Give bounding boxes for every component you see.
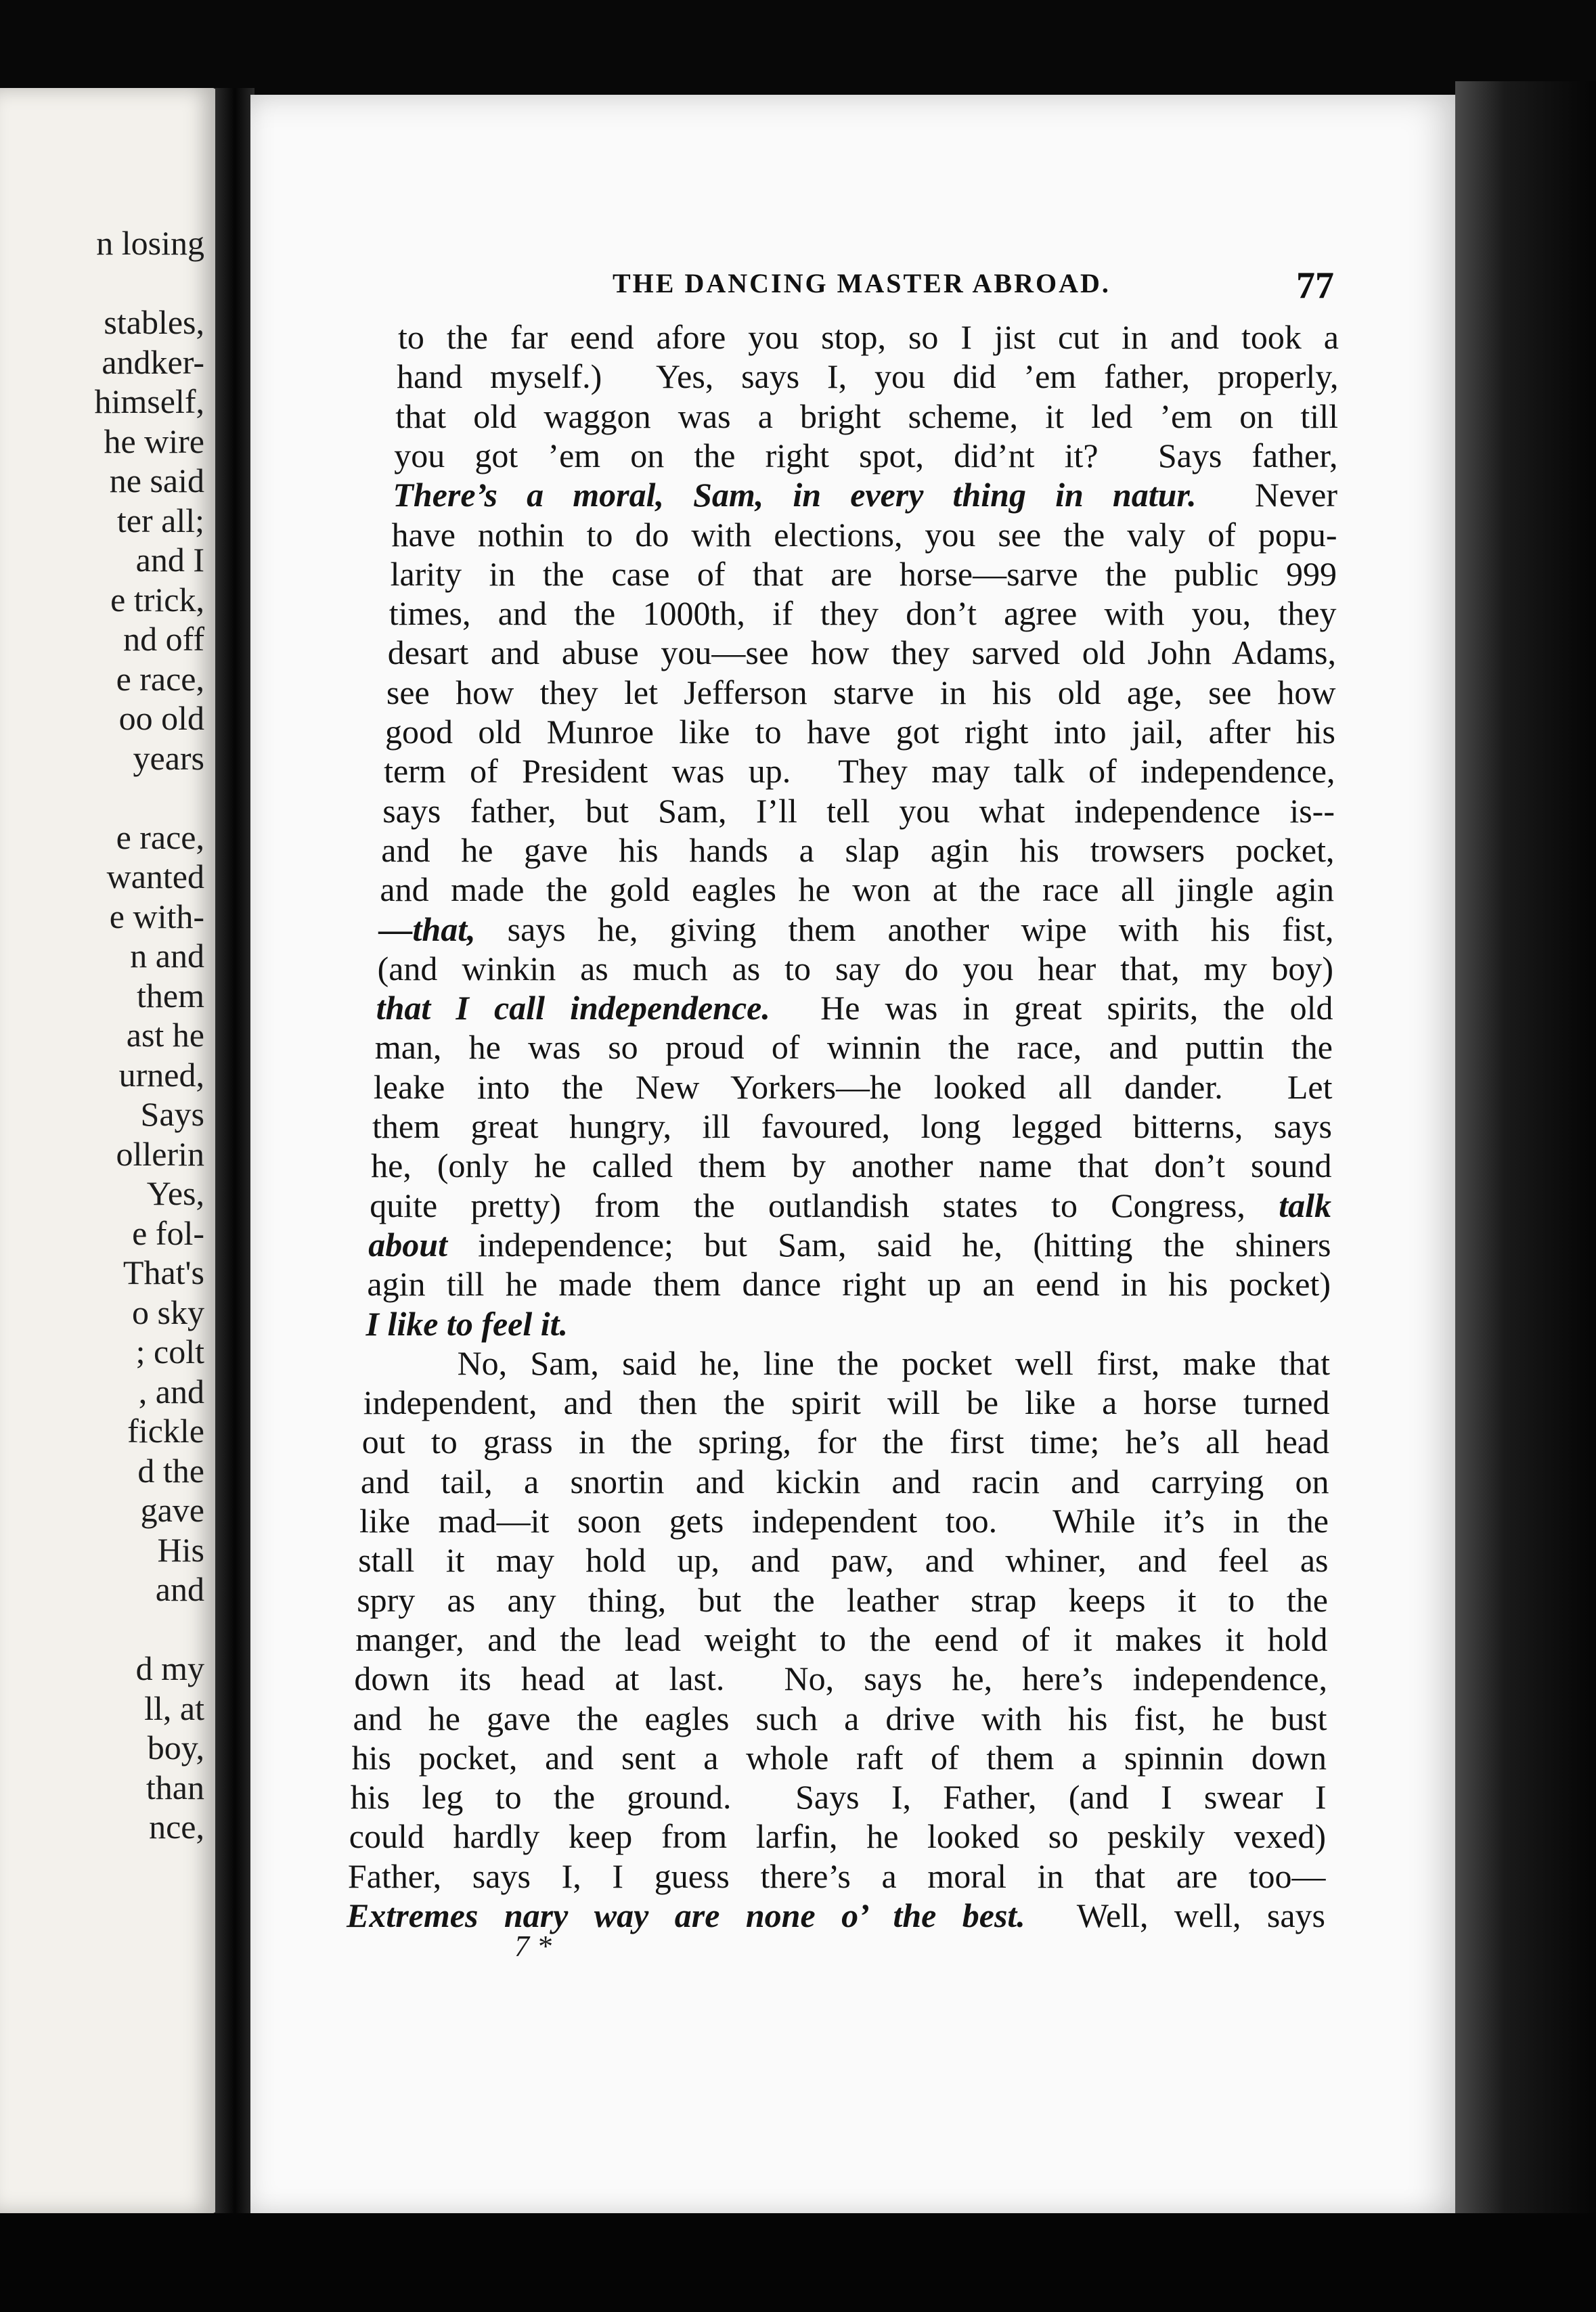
text-span: term of President was up. They may talk of independence, (384, 752, 1335, 791)
scan-border (0, 2213, 1596, 2312)
italic-text: that I call independence. (376, 989, 770, 1027)
text-line (368, 1226, 1331, 1264)
text-line (347, 1896, 1325, 1934)
left-page-line: ; colt (135, 1333, 204, 1371)
left-page-line: stables, (104, 303, 204, 341)
left-page-line: Yes, (146, 1174, 204, 1212)
text-line (351, 1778, 1327, 1816)
left-page-line: d the (137, 1451, 204, 1490)
text-span: his pocket, and sent a whole raft of them a spinnin down (351, 1738, 1327, 1777)
left-page-line: wanted (106, 858, 204, 895)
text-line (357, 1581, 1328, 1619)
left-page-line: fickle (127, 1412, 204, 1450)
text-span: and made the gold eagles he won at the race all jingle agin (380, 870, 1334, 909)
left-page-line: e race, (116, 659, 204, 698)
text-line (391, 555, 1337, 593)
running-head: THE DANCING MASTER ABROAD. (613, 268, 1111, 298)
left-page-line: ne said (109, 462, 204, 499)
text-span: have nothin to do with elections, you see the valy of popu- (391, 515, 1337, 554)
text-line (375, 1028, 1333, 1066)
left-page-line: boy, (147, 1729, 204, 1766)
left-page-line: nd off (123, 620, 204, 658)
left-page-line: them (137, 976, 204, 1015)
italic-text: —that, (378, 910, 476, 948)
left-page-line: n and (130, 937, 204, 975)
text-span: desart and abuse you—see how they sarved old John Adams, (387, 633, 1336, 672)
text-line (355, 1620, 1327, 1658)
text-line (361, 1463, 1329, 1500)
text-span: (and winkin as much as to say do you hear that, my boy) (377, 949, 1333, 987)
left-page-line: ollerin (116, 1134, 204, 1173)
text-span: man, he was so proud of winnin the race, and puttin the (374, 1028, 1333, 1067)
text-line (379, 910, 1334, 948)
left-page-line: nce, (149, 1808, 204, 1846)
left-page-line: oo old (118, 699, 204, 737)
left-page-line: and I (135, 541, 204, 579)
text-span: good old Munroe like to have got right into jail, after his (385, 713, 1335, 751)
left-page-line: d my (135, 1649, 204, 1687)
left-page-line: , and (138, 1372, 204, 1410)
italic-text: I like to feel it. (365, 1304, 569, 1343)
text-span: and he gave his hands a slap agin his trowsers pocket, (381, 830, 1335, 869)
italic-text: talk (1279, 1186, 1331, 1224)
left-page-line: and (155, 1570, 204, 1608)
left-page-line: His (157, 1530, 204, 1569)
text-line (376, 989, 1333, 1027)
text-line (370, 1186, 1331, 1224)
text-line (389, 594, 1337, 632)
text-span: leake into the New Yorkers—he looked all dander. Let (373, 1067, 1333, 1106)
italic-text: Extremes nary way are none o’ the best. (347, 1896, 1025, 1934)
left-page-line: than (146, 1768, 204, 1806)
text-line (353, 1699, 1327, 1737)
text-span: he, (only he called them by another name that don’t sound (371, 1147, 1332, 1185)
text-line (392, 516, 1337, 554)
text-span: that old waggon was a bright scheme, it led ’em on till (395, 397, 1338, 435)
text-line (381, 831, 1334, 869)
text-span: see how they let Jefferson starve in his old age, see how (386, 673, 1336, 711)
left-page-line: ll, at (144, 1689, 204, 1727)
text-line (363, 1383, 1330, 1421)
text-span: out to grass in the spring, for the first time; he’s all head (361, 1423, 1329, 1461)
left-facing-page (0, 88, 217, 2213)
text-span: down its head at last. No, says he, here’s independence, (354, 1660, 1327, 1698)
text-span: says father, but Sam, I’ll tell you what independence is-- (382, 791, 1335, 830)
text-line (382, 792, 1335, 830)
text-line (374, 1068, 1333, 1106)
text-span: spry as any thing, but the leather strap keeps it to the (357, 1580, 1328, 1619)
text-span: times, and the 1000th, if they don’t agree with you, they (389, 594, 1337, 633)
text-span: manger, and the lead weight to the eend of it makes it hold (355, 1620, 1328, 1658)
text-span: quite pretty) from the outlandish states to Congress, (370, 1186, 1279, 1224)
text-span: independent, and then the spirit will be like a horse turned (363, 1383, 1330, 1422)
text-span: Never (1196, 476, 1337, 514)
left-page-line: ast he (126, 1016, 204, 1054)
text-line (348, 1857, 1326, 1895)
text-span: could hardly keep from larfin, he looked so peskily vexed) (349, 1817, 1326, 1856)
left-page-line: n losing (96, 224, 204, 262)
page-number: 77 (1296, 265, 1334, 307)
text-line (388, 633, 1336, 671)
text-span: them great hungry, ill favoured, long legged bitterns, says (372, 1107, 1332, 1145)
text-span: hand myself.) Yes, says I, you did ’em father, properly, (397, 357, 1339, 396)
text-span: No, Sam, said he, line the pocket well first, make that (364, 1343, 1330, 1382)
text-span: and tail, a snortin and kickin and racin and carrying on (360, 1462, 1329, 1500)
left-page-line: Says (140, 1095, 204, 1133)
left-page-line: e trick, (110, 580, 204, 619)
left-page-line: he wire (104, 422, 204, 460)
text-line (362, 1423, 1329, 1461)
left-page-line: urned, (118, 1055, 204, 1094)
left-page-line: o sky (132, 1293, 204, 1331)
left-page-line: e fol- (132, 1214, 204, 1252)
left-page-line: years (133, 738, 204, 777)
text-line (386, 673, 1336, 711)
text-span: to the far eend afore you stop, so I jist cut in and took a (398, 318, 1339, 356)
left-page-line: e race, (116, 818, 204, 856)
text-span: stall it may hold up, and paw, and whiner, and feel as (358, 1541, 1329, 1580)
text-line (366, 1305, 569, 1343)
text-line (395, 397, 1338, 435)
left-page-line: andker- (102, 342, 204, 381)
italic-text: There’s a moral, Sam, in every thing in natur. (393, 476, 1197, 514)
text-line (385, 713, 1335, 751)
text-span: larity in the case of that are horse—sarve the public 999 (390, 554, 1337, 593)
text-line (393, 476, 1337, 514)
text-line (354, 1660, 1327, 1697)
text-span: agin till he made them dance right up an eend in his pocket) (367, 1265, 1331, 1304)
text-line (380, 870, 1334, 908)
text-line (384, 752, 1335, 790)
left-page-line: e with- (109, 897, 204, 935)
italic-text: about (368, 1225, 447, 1264)
text-span: He was in great spirits, the old (770, 989, 1333, 1027)
text-line (397, 357, 1338, 395)
left-page-line: gave (140, 1491, 204, 1529)
book-gutter (215, 88, 254, 2220)
text-span: Father, says I, I guess there’s a moral in that are too— (347, 1857, 1326, 1895)
text-line (352, 1739, 1327, 1777)
text-span: his leg to the ground. Says I, Father, (and I swear I (350, 1778, 1327, 1817)
text-line (359, 1502, 1329, 1540)
left-page-line: That's (123, 1253, 204, 1291)
text-line (367, 1265, 1331, 1303)
text-line (394, 437, 1337, 474)
text-span: like mad—it soon gets independent too. While it’s in the (359, 1502, 1329, 1540)
text-line (358, 1541, 1328, 1579)
text-line (398, 318, 1339, 356)
text-span: says he, giving them another wipe with his fist, (475, 910, 1334, 948)
text-span: Well, well, says (1025, 1896, 1326, 1934)
text-line (349, 1817, 1326, 1855)
text-line (365, 1344, 1330, 1382)
signature-mark: 7 * (514, 1930, 552, 1963)
text-span: you got ’em on the right spot, did’nt it? Says father, (394, 436, 1338, 474)
text-line (378, 950, 1333, 987)
left-page-line: himself, (94, 382, 204, 420)
text-span: and he gave the eagles such a drive with his fist, he bust (353, 1699, 1327, 1737)
text-line (372, 1107, 1332, 1145)
left-page-line: ter all; (116, 501, 204, 539)
page-edge-shadow (1455, 81, 1596, 2312)
text-line (371, 1147, 1331, 1184)
text-span: independence; but Sam, said he, (hitting the shiners (447, 1225, 1331, 1264)
